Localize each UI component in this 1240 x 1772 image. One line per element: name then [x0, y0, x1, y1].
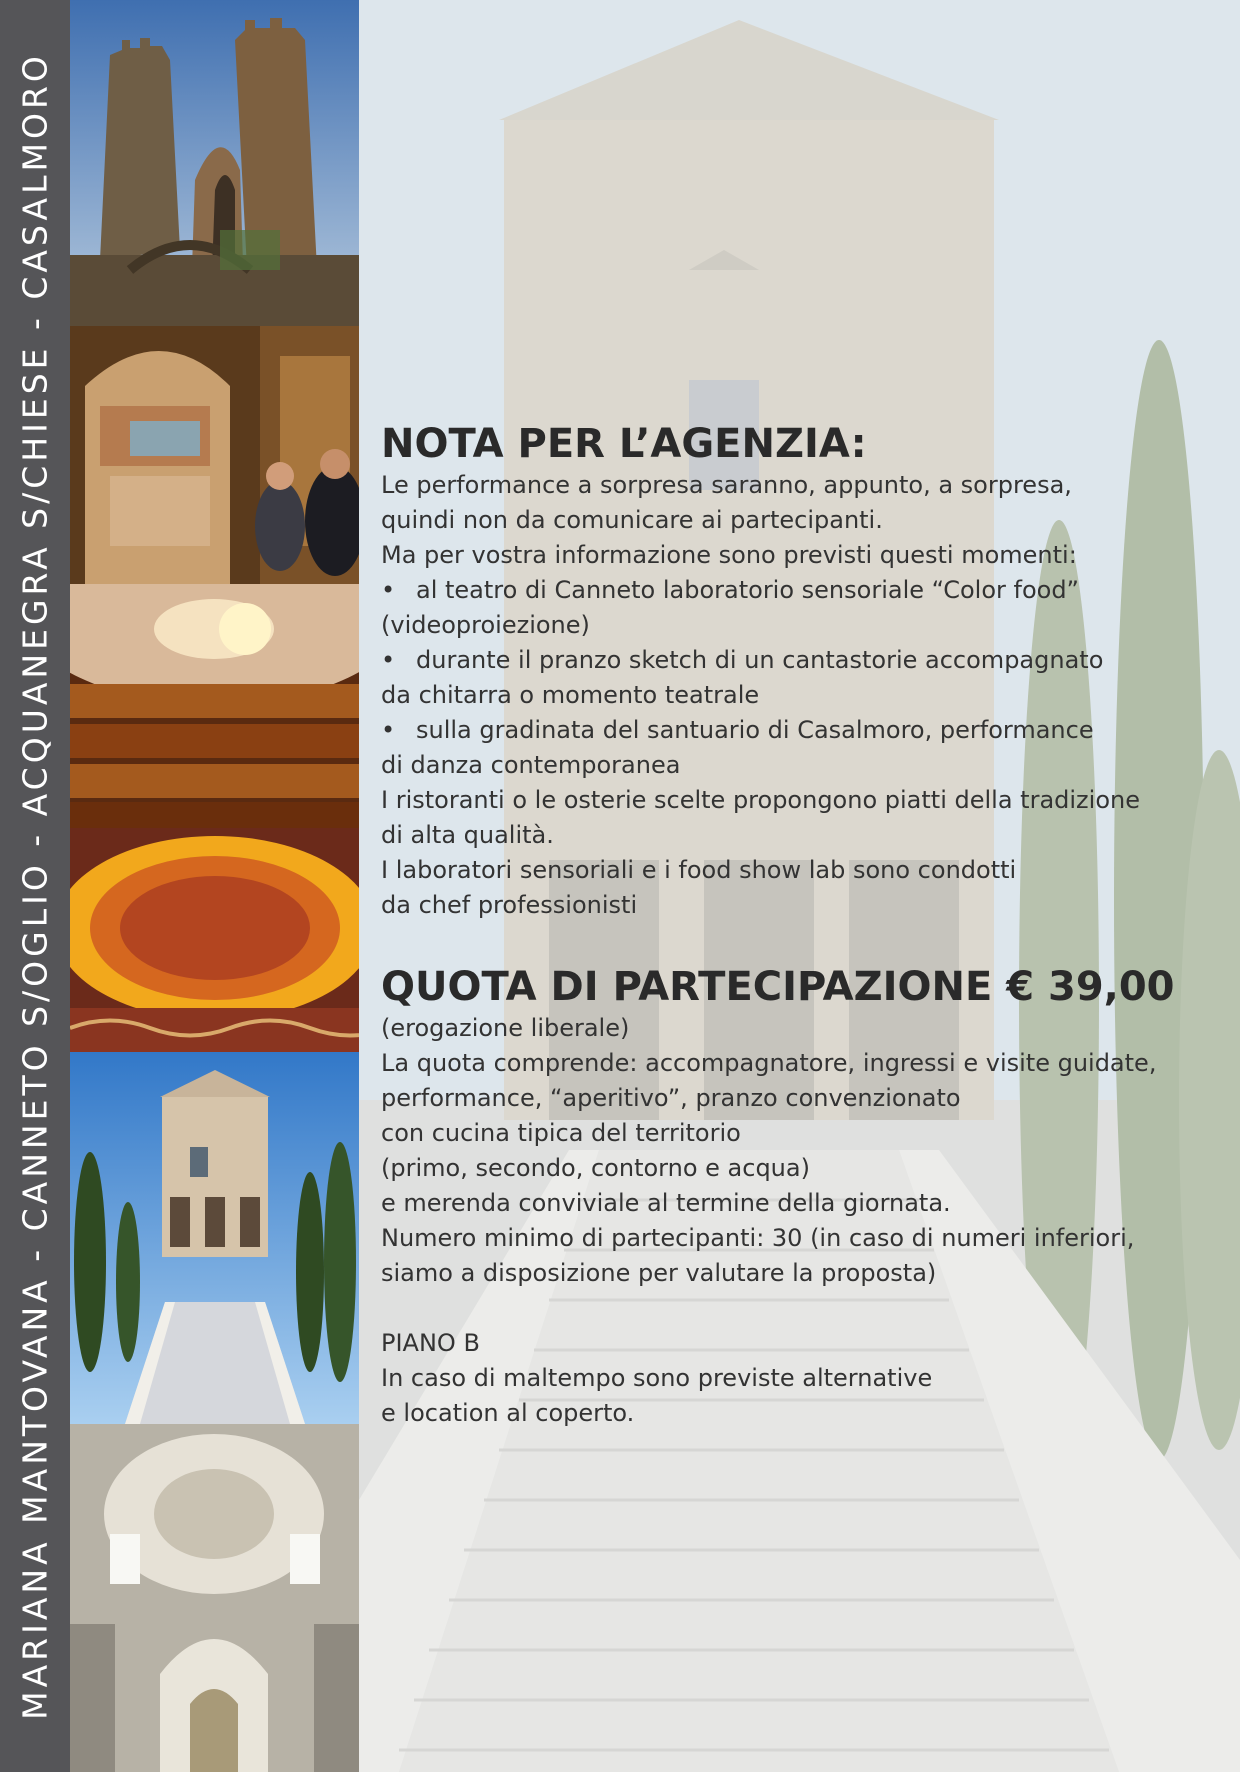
quota-line: (erogazione liberale) — [381, 1014, 630, 1042]
note-bullet: • durante il pranzo sketch di un cantastorie accompagnato — [381, 643, 1221, 678]
photo-column — [70, 0, 359, 1772]
bullet-dot-icon: • — [381, 646, 396, 674]
photo-church-dome-interior — [70, 1424, 359, 1772]
note-line: di alta qualità. — [381, 821, 554, 849]
quota-line: con cucina tipica del territorio — [381, 1119, 741, 1147]
quota-line: siamo a disposizione per valutare la proposta) — [381, 1259, 937, 1287]
quota-line: La quota comprende: accompagnatore, ingressi e visite guidate, — [381, 1049, 1157, 1077]
photo-fresco-chapel — [70, 326, 359, 584]
note-line: Ma per vostra informazione sono previsti questi momenti: — [381, 541, 1077, 569]
note-line: I ristoranti o le osterie scelte propongono piatti della tradizione — [381, 786, 1140, 814]
bullet-dot-icon: • — [381, 716, 396, 744]
agency-note-heading: NOTA PER L’AGENZIA: — [381, 421, 867, 467]
note-bullet: • al teatro di Canneto laboratorio sensoriale “Color food” — [381, 573, 1221, 608]
note-line: Le performance a sorpresa saranno, appunto, a sorpresa, — [381, 471, 1072, 499]
note-line: da chef professionisti — [381, 891, 638, 919]
photo-castle-towers — [70, 0, 359, 326]
bullet-dot-icon: • — [381, 576, 396, 604]
photo-pasta-dish — [70, 828, 359, 1052]
note-line: (videoproiezione) — [381, 611, 590, 639]
photo-sanctuary-stairs — [70, 1052, 359, 1424]
note-line: di danza contemporanea — [381, 751, 681, 779]
piano-b-title: PIANO B — [381, 1329, 480, 1357]
note-line: da chitarra o momento teatrale — [381, 681, 760, 709]
info-panel — [381, 420, 1221, 1431]
piano-b-line: e location al coperto. — [381, 1399, 635, 1427]
sidebar-band — [0, 0, 70, 1772]
note-line: I laboratori sensoriali e i food show lab sono condotti — [381, 856, 1017, 884]
quota-line: Numero minimo di partecipanti: 30 (in caso di numeri inferiori, — [381, 1224, 1135, 1252]
quota-line: e merenda conviviale al termine della giornata. — [381, 1189, 951, 1217]
quota-heading: QUOTA DI PARTECIPAZIONE € 39,00 — [381, 964, 1175, 1010]
piano-b-line: In caso di maltempo sono previste alternative — [381, 1364, 933, 1392]
photo-theatre-interior — [70, 584, 359, 828]
quota-line: performance, “aperitivo”, pranzo convenzionato — [381, 1084, 961, 1112]
sidebar-locations-text: MARIANA MANTOVANA - CANNETO S/OGLIO - ACQUANEGRA S/CHIESE - CASALMORO — [15, 52, 55, 1720]
note-bullet: • sulla gradinata del santuario di Casalmoro, performance — [381, 713, 1221, 748]
note-line: quindi non da comunicare ai partecipanti. — [381, 506, 883, 534]
quota-line: (primo, secondo, contorno e acqua) — [381, 1154, 810, 1182]
